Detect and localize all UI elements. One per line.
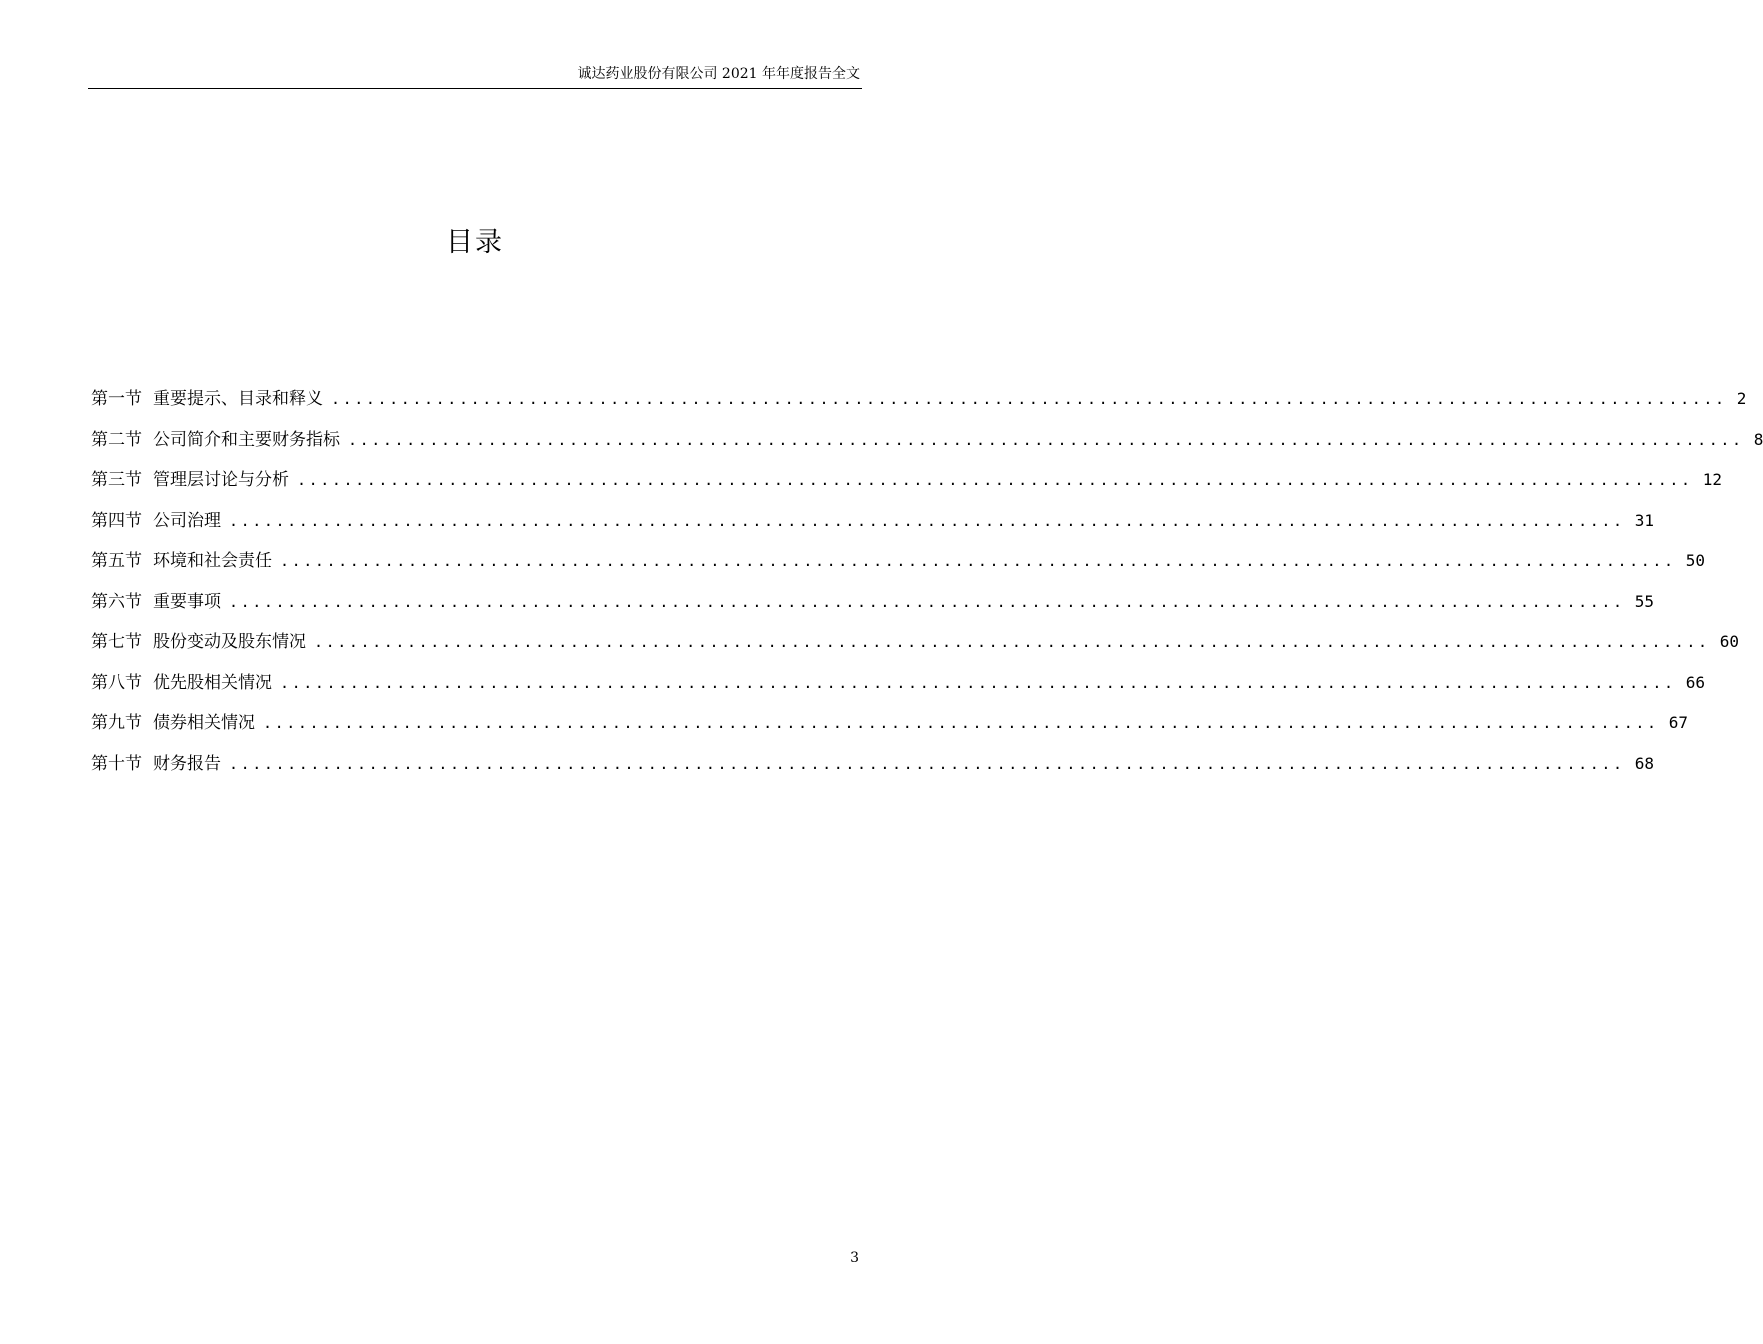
toc-section-number: 第五节 <box>91 551 142 571</box>
toc-section-number: 第八节 <box>91 672 142 693</box>
toc-dot-leader: ........................................................................................................................ <box>280 552 1676 570</box>
toc-entry[interactable] <box>91 465 1722 506</box>
toc-page-number: 68 <box>1634 753 1654 773</box>
toc-entry[interactable] <box>91 749 1654 790</box>
toc-entry[interactable] <box>91 506 1654 547</box>
toc-section-number: 第九节 <box>91 713 142 733</box>
toc-entry[interactable] <box>91 668 1705 709</box>
toc-dot-leader: ........................................................................................................................ <box>229 592 1625 611</box>
toc-page-number: 31 <box>1634 510 1654 530</box>
toc-section-number: 第十节 <box>91 753 142 774</box>
toc-page-number: 2 <box>1736 389 1747 408</box>
page-number: 3 <box>850 1250 859 1266</box>
toc-page-number: 8 <box>1753 429 1763 449</box>
toc-dot-leader: ........................................................................................................................ <box>331 390 1727 408</box>
toc-entry[interactable] <box>91 627 1739 668</box>
toc-section-name: 重要事项 <box>153 591 221 612</box>
toc-section-name: 管理层讨论与分析 <box>153 470 289 490</box>
toc-entry[interactable] <box>91 384 1747 425</box>
toc-section-number: 第七节 <box>91 632 142 652</box>
toc-entry[interactable] <box>91 587 1654 628</box>
toc-entry[interactable] <box>91 425 1763 466</box>
toc-section-number: 第四节 <box>91 510 142 531</box>
toc-page-number: 66 <box>1685 672 1705 692</box>
header-rule <box>88 88 862 89</box>
toc-entry[interactable] <box>91 708 1688 749</box>
toc-dot-leader: ........................................................................................................................ <box>314 633 1710 651</box>
toc-section-name: 股份变动及股东情况 <box>153 632 306 652</box>
toc-section-name: 债券相关情况 <box>153 713 255 733</box>
toc-section-name: 公司治理 <box>153 510 221 531</box>
toc-page-number: 60 <box>1719 632 1739 651</box>
toc-page-number: 50 <box>1685 551 1705 570</box>
toc-page-number: 12 <box>1702 470 1722 489</box>
toc-dot-leader: ........................................................................................................................ <box>229 754 1625 773</box>
toc-section-number: 第二节 <box>91 429 142 450</box>
running-header: 诚达药业股份有限公司 2021 年年度报告全文 <box>577 66 860 82</box>
toc-section-name: 财务报告 <box>153 753 221 774</box>
toc-section-number: 第三节 <box>91 470 142 490</box>
toc-section-name: 环境和社会责任 <box>153 551 272 571</box>
toc-dot-leader: ........................................................................................................................ <box>229 511 1625 530</box>
toc-page-number: 55 <box>1634 591 1654 611</box>
toc-section-name: 优先股相关情况 <box>153 672 272 693</box>
toc-section-name: 重要提示、目录和释义 <box>153 389 323 409</box>
toc-title: 目录 <box>446 227 504 258</box>
toc-section-number: 第六节 <box>91 591 142 612</box>
toc-dot-leader: ........................................................................................................................ <box>297 471 1693 489</box>
toc-dot-leader: ........................................................................................................................ <box>263 714 1659 732</box>
toc-section-number: 第一节 <box>91 389 142 409</box>
toc-dot-leader: ........................................................................................................................ <box>348 430 1744 449</box>
toc-entry[interactable] <box>91 546 1705 587</box>
table-of-contents <box>91 384 1763 789</box>
toc-page-number: 67 <box>1668 713 1688 732</box>
toc-dot-leader: ........................................................................................................................ <box>280 673 1676 692</box>
toc-section-name: 公司简介和主要财务指标 <box>153 429 340 450</box>
